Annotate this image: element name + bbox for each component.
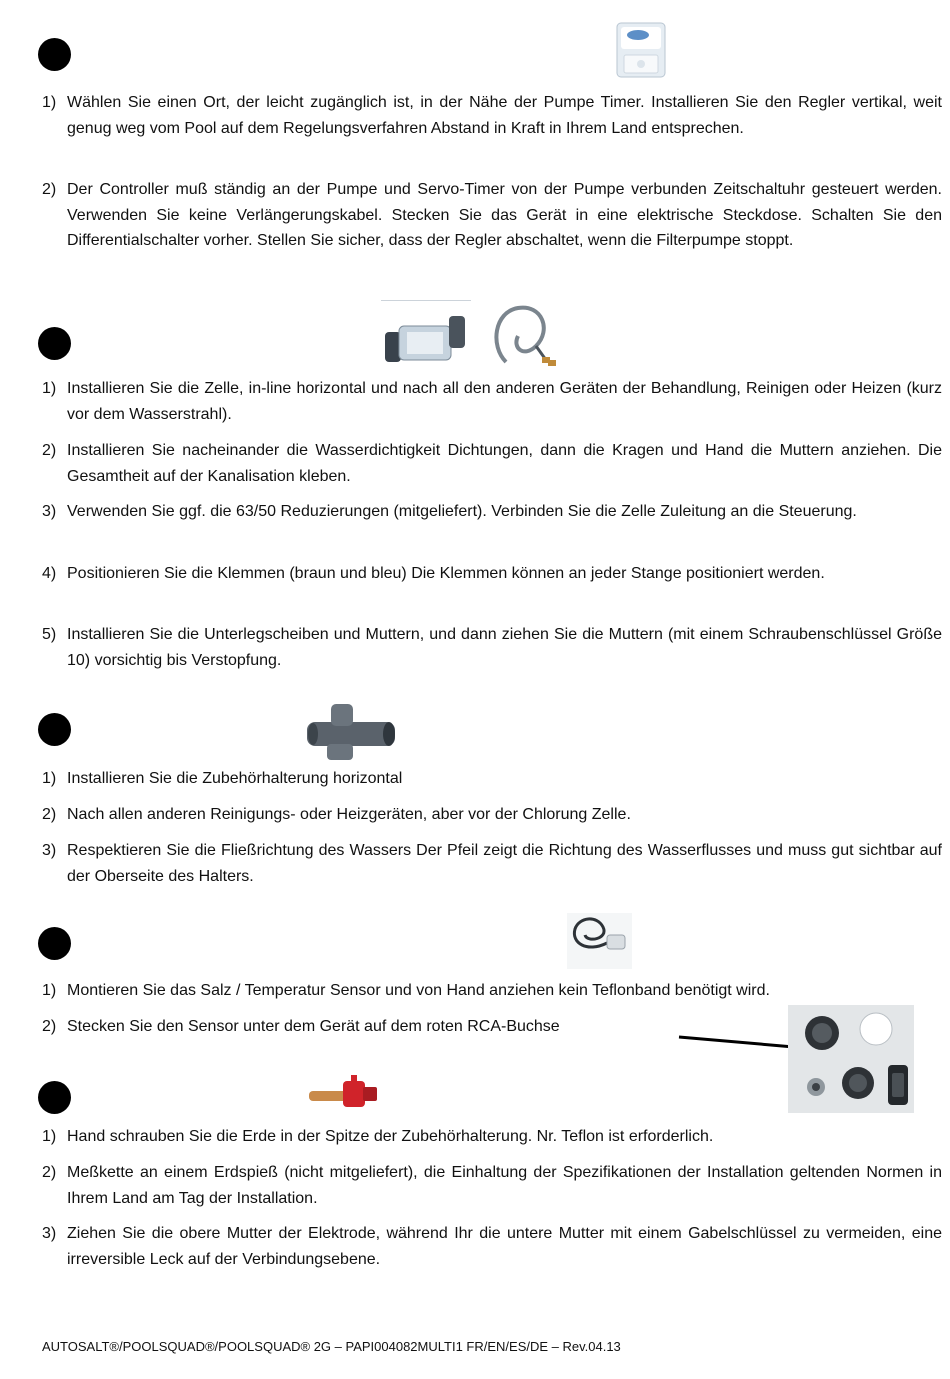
item-number: 1) (42, 94, 57, 111)
item-number: 2) (42, 1018, 57, 1035)
item-text: Verwenden Sie ggf. die 63/50 Reduzierungen (mitgeliefert). Verbinden Sie die Zelle Zuleitung an die Steuerung. (67, 503, 857, 520)
item-text: Installieren Sie die Unterlegscheiben und Muttern, und dann ziehen Sie die Muttern (mit einem Schraubenschlüssel Größe 10) vorsichtig bis Verstopfung. (67, 626, 942, 669)
item-number: 1) (42, 1128, 57, 1145)
section-bullet-2 (38, 327, 71, 360)
item-text: Montieren Sie das Salz / Temperatur Sensor und von Hand anziehen kein Teflonband benötigt wird. (67, 982, 770, 999)
list-item (42, 177, 942, 254)
section-bullet-3 (38, 713, 71, 746)
item-text: Stecken Sie den Sensor unter dem Gerät auf dem roten RCA-Buchse (67, 1018, 560, 1035)
item-number: 3) (42, 842, 57, 859)
item-text: Nach allen anderen Reinigungs- oder Heizgeräten, aber vor der Chlorung Zelle. (67, 806, 631, 823)
section-bullet-4 (38, 927, 71, 960)
item-number: 2) (42, 1164, 57, 1181)
list-item (42, 1221, 942, 1272)
accessory-holder-image (305, 700, 397, 762)
item-number: 1) (42, 380, 57, 397)
list-item (42, 978, 942, 1004)
item-text: Installieren Sie nacheinander die Wasserdichtigkeit Dichtungen, dann die Kragen und Hand die Muttern anziehen. Die Gesamtheit auf der Kanalisation kleben. (67, 442, 942, 485)
sensor-cable-image (567, 913, 632, 969)
list-item (42, 561, 942, 587)
list-item (42, 838, 942, 889)
list-item (42, 376, 942, 427)
section-bullet-5 (38, 1081, 71, 1114)
cell-cable-image (488, 302, 560, 374)
page-footer: AUTOSALT®/POOLSQUAD®/POOLSQUAD® 2G – PAPI004082MULTI1 FR/EN/ES/DE – Rev.04.13 (42, 1339, 621, 1354)
item-text: Wählen Sie einen Ort, der leicht zugänglich ist, in der Nähe der Pumpe Timer. Installieren Sie den Regler vertikal, weit genug weg vom Pool auf dem Regelungsverfahren Abstand in Kraft in Ihrem Land entsprechen. (67, 94, 942, 137)
item-text: Installieren Sie die Zubehörhalterung horizontal (67, 770, 403, 787)
electrolysis-cell-image (381, 300, 471, 370)
list-item (42, 1124, 942, 1150)
controller-device-image (616, 19, 666, 78)
item-number: 1) (42, 982, 57, 999)
item-text: Installieren Sie die Zelle, in-line horizontal und nach all den anderen Geräten der Behandlung, Reinigen oder Heizen (kurz vor dem Wasserstrahl). (67, 380, 942, 423)
item-text: Ziehen Sie die obere Mutter der Elektrode, während Ihr die untere Mutter mit einem Gabelschlüssel zu vermeiden, eine irreversible Leck auf der Verbindungsebene. (67, 1225, 942, 1268)
list-item (42, 766, 942, 792)
item-text: Respektieren Sie die Fließrichtung des Wassers Der Pfeil zeigt die Richtung des Wasserflusses und muss gut sichtbar auf der Oberseite des Halters. (67, 842, 942, 885)
item-number: 2) (42, 442, 57, 459)
item-text: Meßkette an einem Erdspieß (nicht mitgeliefert), die Einhaltung der Spezifikationen der Installation geltenden Normen in Ihrem Land am Tag der Installation. (67, 1164, 942, 1207)
item-text: Der Controller muß ständig an der Pumpe und Servo-Timer von der Pumpe verbunden Zeitschaltuhr gesteuert werden. Verwenden Sie keine Verlängerungskabel. Stecken Sie das Gerät in eine elektrische Steckdose. Schalten Sie den Differentialschalter vorher. Stellen Sie sicher, dass der Regler abschaltet, wenn die Filterpumpe stoppt. (67, 181, 942, 249)
list-item (42, 1160, 942, 1211)
item-number: 4) (42, 565, 57, 582)
item-number: 3) (42, 503, 57, 520)
item-text: Positionieren Sie die Klemmen (braun und bleu) Die Klemmen können an jeder Stange positioniert werden. (67, 565, 825, 582)
item-text: Hand schrauben Sie die Erde in der Spitze der Zubehörhalterung. Nr. Teflon ist erforderlich. (67, 1128, 714, 1145)
item-number: 3) (42, 1225, 57, 1242)
item-number: 5) (42, 626, 57, 643)
list-item (42, 499, 942, 525)
list-item (42, 622, 942, 673)
item-number: 2) (42, 806, 57, 823)
ground-electrode-image (305, 1071, 383, 1115)
list-item (42, 90, 942, 141)
connector-panel-image (788, 1005, 914, 1113)
list-item (42, 802, 942, 828)
item-number: 2) (42, 181, 57, 198)
section-bullet-1 (38, 38, 71, 71)
list-item (42, 438, 942, 489)
item-number: 1) (42, 770, 57, 787)
